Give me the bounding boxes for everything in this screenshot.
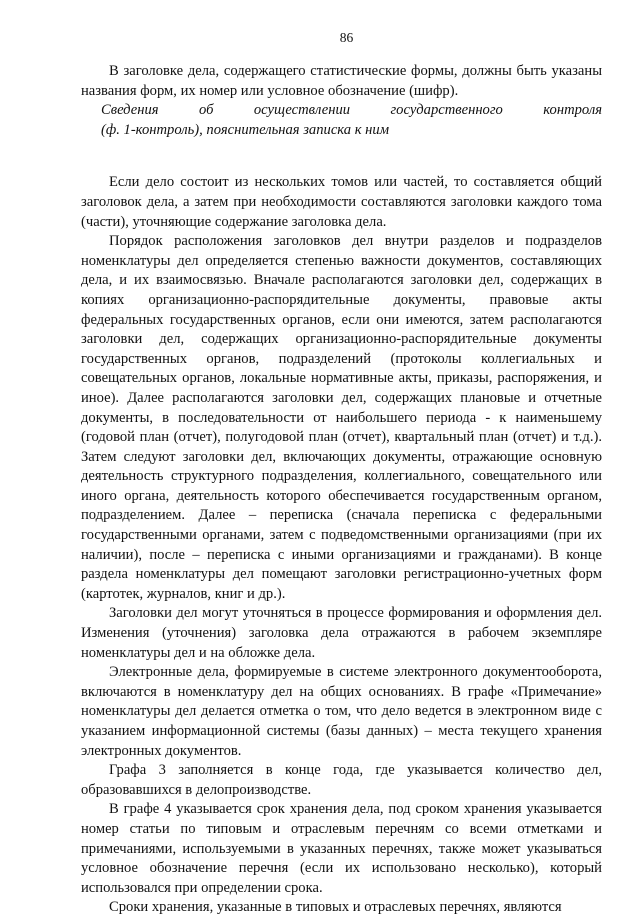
paragraph-clarification: Заголовки дел могут уточняться в процессе формирования и оформления дел. Изменения (уточнения) заголовка дела отражаются в рабочем экземпляре номенклатуры дел и на обложке дела. bbox=[81, 605, 602, 661]
page-number: 86 bbox=[339, 30, 354, 45]
example-line-2: (ф. 1-контроль), пояснительная записка к ним bbox=[101, 121, 390, 138]
paragraph-column-3: Графа 3 заполняется в конце года, где указывается количество дел, образовавшихся в делопроизводстве. bbox=[81, 762, 602, 798]
example-line-1: Сведения об осуществлении государственного контроля bbox=[101, 102, 602, 119]
paragraph-statistical-forms: В заголовке дела, содержащего статистические формы, должны быть указаны названия форм, их номер или условное обозначение (шифр). bbox=[81, 63, 602, 99]
paragraph-storage-terms: Сроки хранения, указанные в типовых и отраслевых перечнях, являются bbox=[109, 899, 562, 916]
paragraph-order: Порядок расположения заголовков дел внутри разделов и подразделов номенклатуры дел определяется степенью важности документов, составляющих дела, и их взаимосвязью. Вначале располагаются заголовки дел, содержащих в копиях организационно-распорядительные документы, правовые акты федеральных государственных органов, если они имеются, затем располагаются заголовки дел, содержащих организационно-распорядительные документы государственных органов, подразделений (протоколы коллегиальных и совещательных органов, локальные нормативные акты, приказы, распоряжения, и иное). Далее располагаются заголовки дел, содержащих плановые и отчетные документы, в последовательности от наибольшего периода - к наименьшему (годовой план (отчет), полугодовой план (отчет), квартальный план (отчет) и т.д.). Затем следуют заголовки дел, включающих документы, отражающие основную деятельность структурного подразделения, коллегиального, совещательного или иного органа, деятельность которого обеспечивается государственным органом, подразделением. Далее – переписка (сначала переписка с федеральными государственными органами, затем с подведомственными организациями (при их наличии), после – переписка с иными организациями и гражданами). В конце раздела номенклатуры дел помещают заголовки регистрационно-учетных форм (картотек, журналов, книг и др.). bbox=[81, 233, 602, 602]
paragraph-column-4: В графе 4 указывается срок хранения дела, под сроком хранения указывается номер статьи по типовым и отраслевым перечням со всеми отметками и примечаниями, используемыми в указанных перечнях, также может указываться условное обозначение перечня (если их использовано несколько), который использовался при определении срока. bbox=[81, 801, 602, 896]
paragraph-volumes: Если дело состоит из нескольких томов или частей, то составляется общий заголовок дела, а затем при необходимости составляются заголовки каждого тома (части), уточняющие содержание заголовка дела. bbox=[81, 174, 602, 230]
example-case-title bbox=[81, 101, 602, 140]
paragraph-electronic-cases: Электронные дела, формируемые в системе электронного документооборота, включаются в номенклатуру дел на общих основаниях. В графе «Примечание» номенклатуры дел делается отметка о том, что дело ведется в электронном виде с указанием информационной системы (базы данных) – места текущего хранения электронных документов. bbox=[81, 664, 602, 759]
